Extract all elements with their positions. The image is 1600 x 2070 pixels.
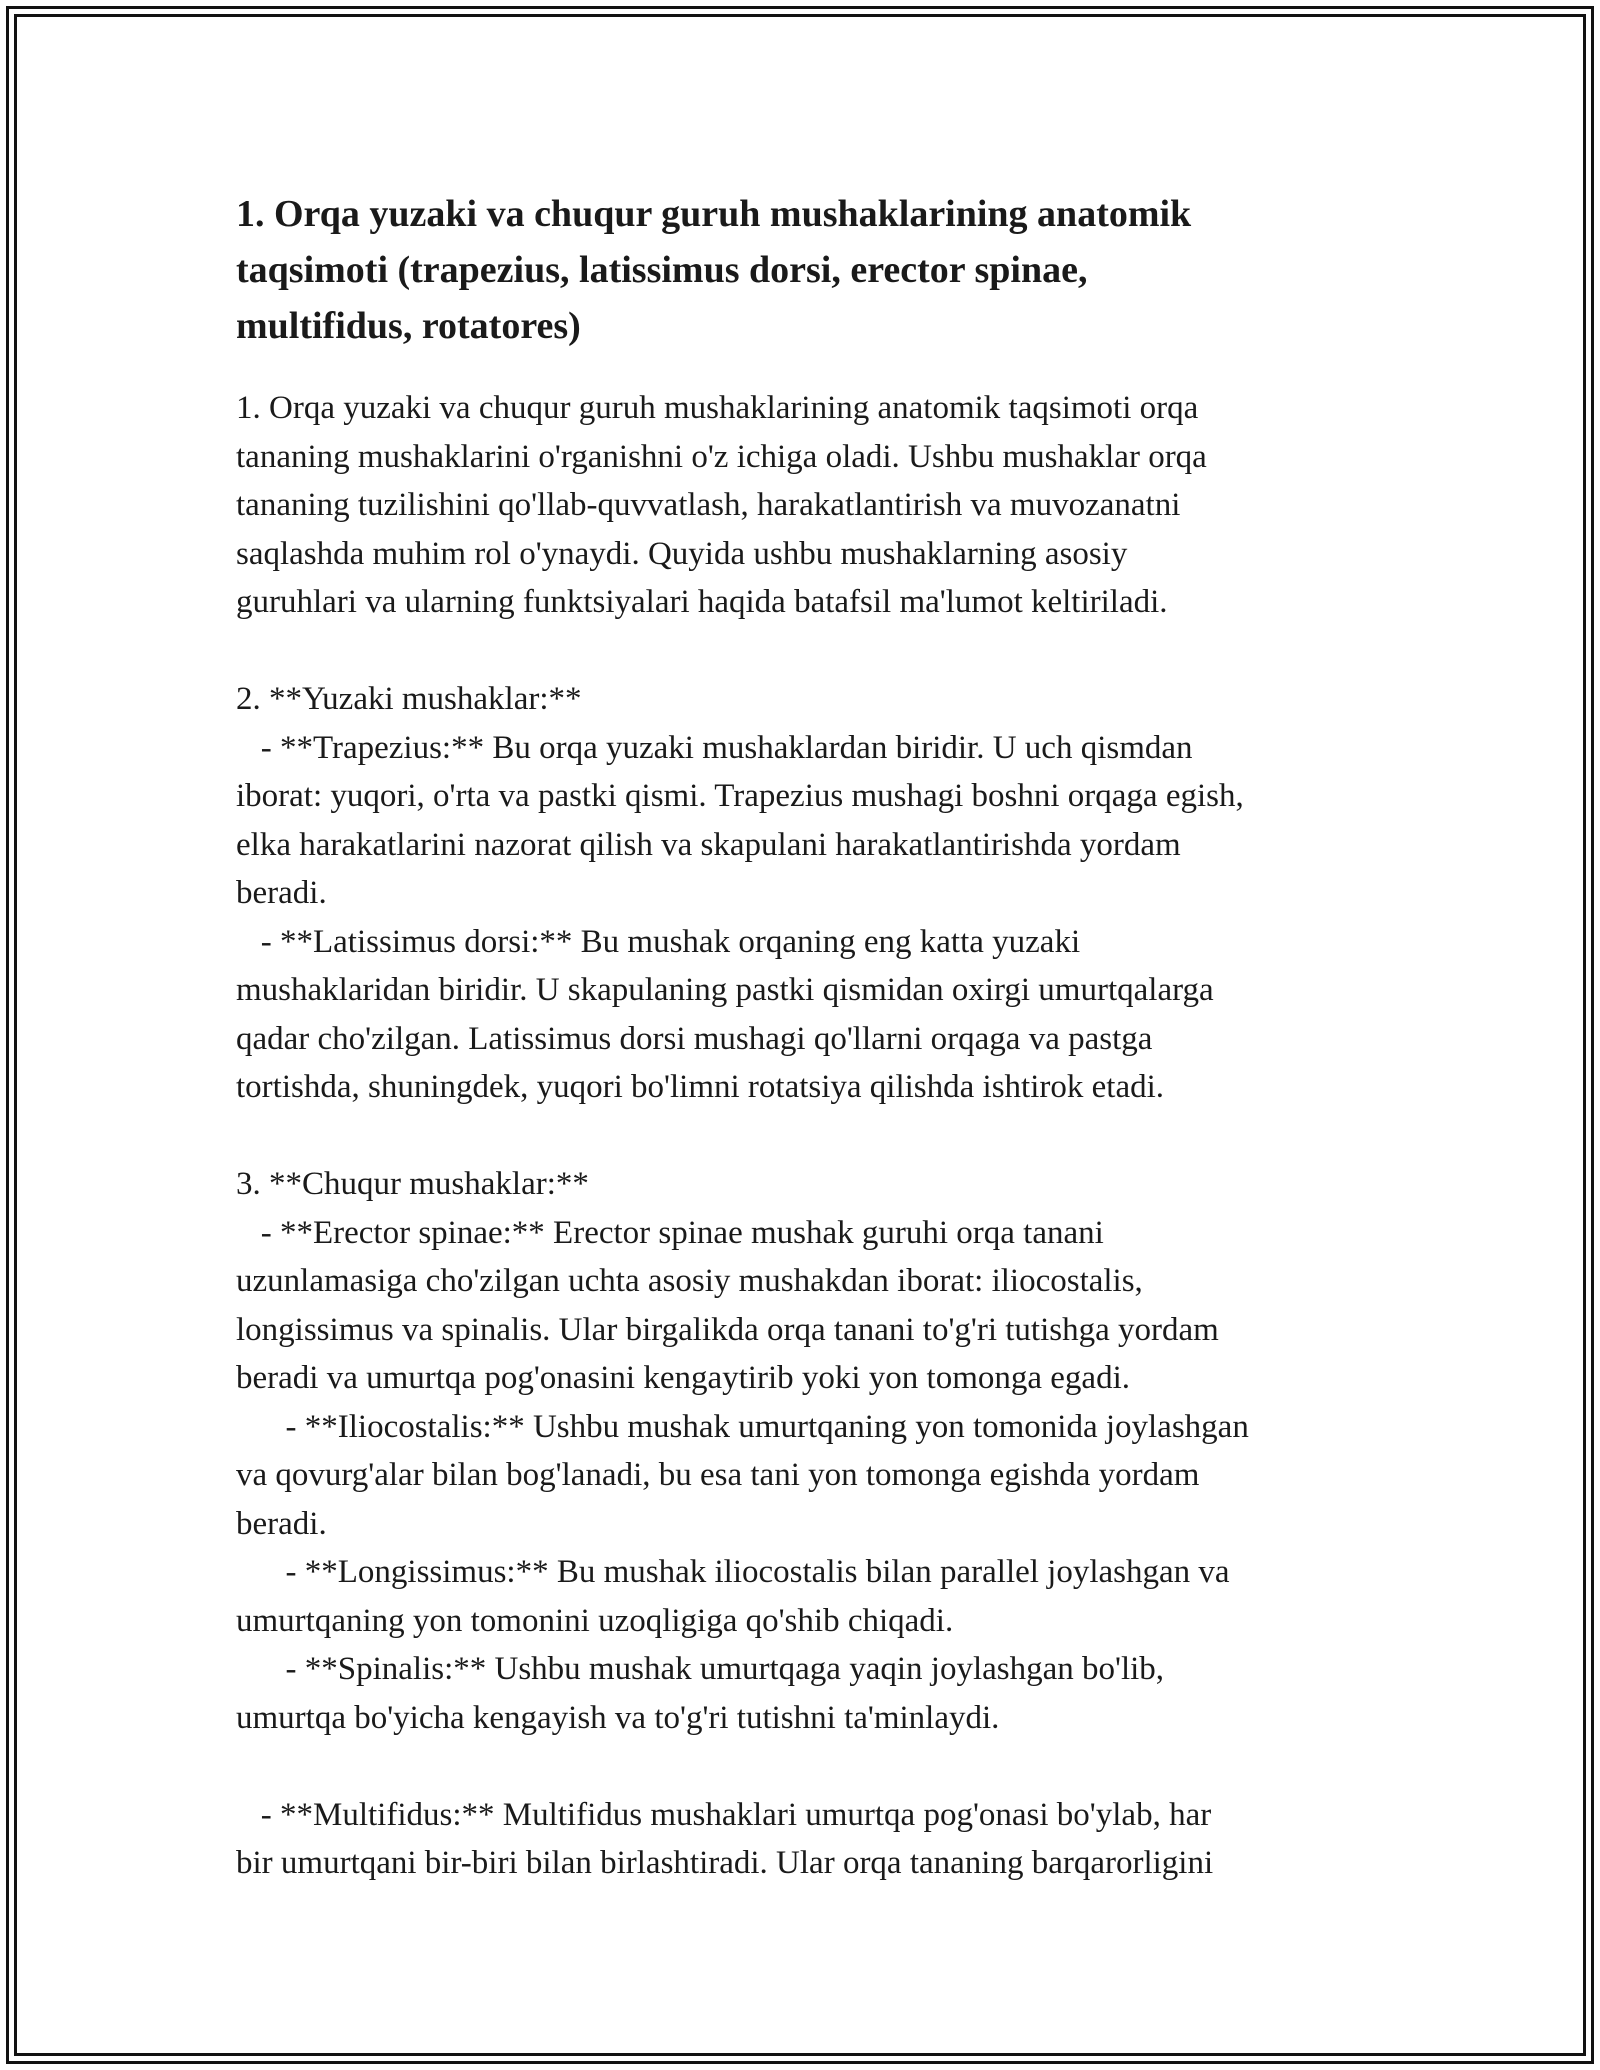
- body-line: - **Longissimus:** Bu mushak iliocostalis bilan parallel joylashgan va: [236, 1554, 1230, 1590]
- body-line: tananing tuzilishini qo'llab-quvvatlash, harakatlantirish va muvozanatni: [236, 487, 1181, 523]
- body-line: - **Erector spinae:** Erector spinae mushak guruhi orqa tanani: [236, 1214, 1104, 1251]
- body-line: beradi.: [236, 875, 327, 911]
- body-line: iborat: yuqori, o'rta va pastki qismi. Trapezius mushagi boshni orqaga egish,: [236, 778, 1244, 814]
- body-line: bir umurtqani bir-biri bilan birlashtiradi. Ular orqa tananing barqarorligini: [236, 1845, 1214, 1881]
- body-line: - **Multifidus:** Multifidus mushaklari umurtqa pog'onasi bo'ylab, har: [236, 1796, 1212, 1833]
- title-line: taqsimoti (trapezius, latissimus dorsi, erector spinae,: [236, 249, 1088, 291]
- body-line: guruhlari va ularning funktsiyalari haqida batafsil ma'lumot keltiriladi.: [236, 584, 1168, 620]
- paragraph-spacer: [236, 627, 1376, 676]
- title-line: 1. Orqa yuzaki va chuqur guruh mushaklarining anatomik: [236, 193, 1192, 235]
- body-line: uzunlamasiga cho'zilgan uchta asosiy mushakdan iborat: iliocostalis,: [236, 1263, 1143, 1299]
- section-heading: 2. **Yuzaki mushaklar:**: [236, 681, 582, 717]
- body-line: umurtqaning yon tomonini uzoqligiga qo'shib chiqadi.: [236, 1602, 954, 1639]
- section-heading: 3. **Chuqur mushaklar:**: [236, 1166, 589, 1202]
- body-line: 1. Orqa yuzaki va chuqur guruh mushaklarining anatomik taqsimoti orqa: [236, 390, 1199, 426]
- body-line: mushaklaridan biridir. U skapulaning pastki qismidan oxirgi umurtqalarga: [236, 972, 1214, 1008]
- body-line: va qovurg'alar bilan bog'lanadi, bu esa tani yon tomonga egishda yordam: [236, 1457, 1200, 1493]
- document-body: [236, 384, 1376, 1888]
- paragraph-spacer: [236, 1742, 1376, 1791]
- body-line: - **Trapezius:** Bu orqa yuzaki mushaklardan biridir. U uch qismdan: [236, 729, 1193, 766]
- document-title: [236, 186, 1376, 354]
- paragraph-spacer: [236, 1112, 1376, 1161]
- body-line: saqlashda muhim rol o'ynaydi. Quyida ushbu mushaklarning asosiy: [236, 535, 1128, 572]
- body-line: - **Spinalis:** Ushbu mushak umurtqaga yaqin joylashgan bo'lib,: [236, 1651, 1165, 1687]
- document-content: [236, 186, 1376, 1888]
- body-line: beradi va umurtqa pog'onasini kengaytirib yoki yon tomonga egadi.: [236, 1360, 1130, 1396]
- body-line: umurtqa bo'yicha kengayish va to'g'ri tutishni ta'minlaydi.: [236, 1699, 1000, 1736]
- body-line: elka harakatlarini nazorat qilish va skapulani harakatlantirishda yordam: [236, 826, 1181, 863]
- body-line: - **Latissimus dorsi:** Bu mushak orqaning eng katta yuzaki: [236, 923, 1081, 960]
- body-line: tananing mushaklarini o'rganishni o'z ichiga oladi. Ushbu mushaklar orqa: [236, 438, 1207, 475]
- body-line: qadar cho'zilgan. Latissimus dorsi mushagi qo'llarni orqaga va pastga: [236, 1020, 1153, 1057]
- body-line: tortishda, shuningdek, yuqori bo'limni rotatsiya qilishda ishtirok etadi.: [236, 1069, 1165, 1105]
- body-line: beradi.: [236, 1505, 327, 1542]
- title-line: multifidus, rotatores): [236, 305, 581, 347]
- body-line: - **Iliocostalis:** Ushbu mushak umurtqaning yon tomonida joylashgan: [236, 1408, 1249, 1445]
- body-line: longissimus va spinalis. Ular birgalikda orqa tanani to'g'ri tutishga yordam: [236, 1311, 1219, 1348]
